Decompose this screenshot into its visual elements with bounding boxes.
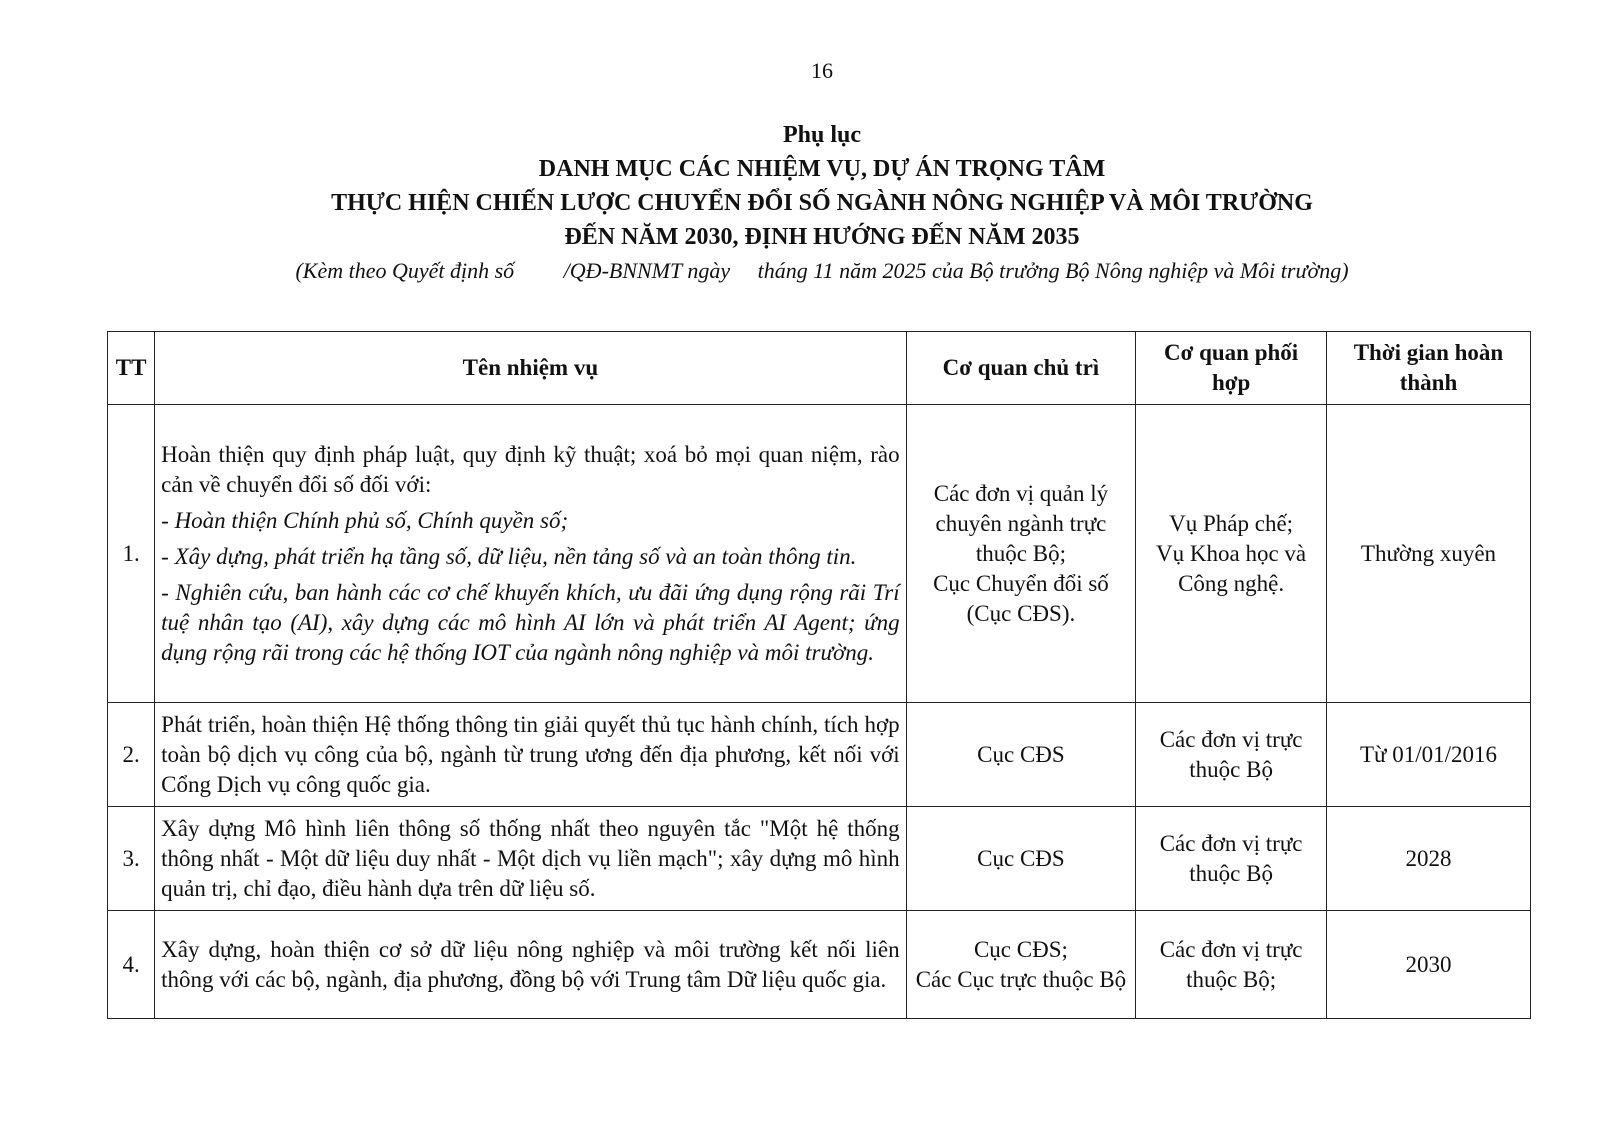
lead-agency: Cục CĐS bbox=[906, 703, 1136, 807]
header-task-name: Tên nhiệm vụ bbox=[155, 332, 906, 405]
title-line-2: THỰC HIỆN CHIẾN LƯỢC CHUYỂN ĐỔI SỐ NGÀNH NÔNG NGHIỆP VÀ MÔI TRƯỜNG bbox=[331, 190, 1313, 216]
coop-agency: Các đơn vị trực thuộc Bộ bbox=[1136, 807, 1327, 911]
coop-agency: Các đơn vị trực thuộc Bộ; bbox=[1136, 911, 1327, 1019]
completion-time: 2030 bbox=[1326, 911, 1530, 1019]
task-table bbox=[107, 331, 1531, 1019]
row-number: 4. bbox=[108, 911, 155, 1019]
lead-agency-part: Cục Chuyển đổi số (Cục CĐS). bbox=[933, 570, 1109, 626]
task-intro: Hoàn thiện quy định pháp luật, quy định kỹ thuật; xoá bỏ mọi quan niệm, rào cản về chuyển đổi số đối với: bbox=[161, 441, 900, 497]
coop-agency: Các đơn vị trực thuộc Bộ bbox=[1136, 703, 1327, 807]
task-bullet: - Nghiên cứu, ban hành các cơ chế khuyến khích, ưu đãi ứng dụng rộng rãi Trí tuệ nhân tạo (AI), xây dựng các mô hình AI lớn và phát triển AI Agent; ứng dụng rộng rãi trong các hệ thống IOT của ngành nông nghiệp và môi trường. bbox=[161, 579, 900, 665]
decision-reference: (Kèm theo Quyết định số /QĐ-BNNMT ngày tháng 11 năm 2025 của Bộ trưởng Bộ Nông nghiệp và Môi trường) bbox=[295, 258, 1349, 283]
header-tt: TT bbox=[108, 332, 155, 405]
title-line-3: ĐẾN NĂM 2030, ĐỊNH HƯỚNG ĐẾN NĂM 2035 bbox=[564, 224, 1080, 250]
lead-agency bbox=[906, 405, 1136, 703]
header-lead-agency: Cơ quan chủ trì bbox=[906, 332, 1136, 405]
table-row bbox=[108, 405, 1531, 703]
lead-agency-part: Các đơn vị quản lý chuyên ngành trực thuộc Bộ; bbox=[933, 480, 1109, 566]
task-bullet: - Hoàn thiện Chính phủ số, Chính quyền số; bbox=[161, 507, 569, 533]
row-number: 3. bbox=[108, 807, 155, 911]
header-completion-time: Thời gian hoàn thành bbox=[1326, 332, 1530, 405]
task-bullet: - Xây dựng, phát triển hạ tầng số, dữ liệu, nền tảng số và an toàn thông tin. bbox=[161, 543, 857, 569]
task-name: Phát triển, hoàn thiện Hệ thống thông tin giải quyết thủ tục hành chính, tích hợp toàn bộ dịch vụ công của bộ, ngành từ trung ương đến địa phương, kết nối với Cổng Dịch vụ công quốc gia. bbox=[155, 703, 906, 807]
table-row bbox=[108, 703, 1531, 807]
lead-agency-part: Cục CĐS; bbox=[973, 936, 1068, 962]
document-heading bbox=[0, 118, 1600, 288]
task-name: Xây dựng Mô hình liên thông số thống nhất theo nguyên tắc "Một hệ thống thông nhất - Một dữ liệu duy nhất - Một dịch vụ liền mạch"; xây dựng mô hình quản trị, chỉ đạo, điều hành dựa trên dữ liệu số. bbox=[155, 807, 906, 911]
page-number: 16 bbox=[811, 58, 833, 83]
completion-time: Từ 01/01/2016 bbox=[1326, 703, 1530, 807]
table-header-row bbox=[108, 332, 1531, 405]
completion-time: 2028 bbox=[1326, 807, 1530, 911]
appendix-label: Phụ lục bbox=[782, 122, 862, 148]
lead-agency-part: Các Cục trực thuộc Bộ bbox=[915, 966, 1127, 992]
coop-agency bbox=[1136, 405, 1327, 703]
task-name: Xây dựng, hoàn thiện cơ sở dữ liệu nông nghiệp và môi trường kết nối liên thông với các bộ, ngành, địa phương, đồng bộ với Trung tâm Dữ liệu quốc gia. bbox=[155, 911, 906, 1019]
title-line-1: DANH MỤC CÁC NHIỆM VỤ, DỰ ÁN TRỌNG TÂM bbox=[538, 156, 1106, 182]
coop-agency-part: Vụ Khoa học và Công nghệ. bbox=[1156, 540, 1307, 596]
row-number: 2. bbox=[108, 703, 155, 807]
coop-agency-part: Vụ Pháp chế; bbox=[1169, 510, 1294, 536]
completion-time: Thường xuyên bbox=[1326, 405, 1530, 703]
header-coop-agency: Cơ quan phối hợp bbox=[1136, 332, 1327, 405]
task-name bbox=[155, 405, 906, 703]
lead-agency: Cục CĐS bbox=[906, 807, 1136, 911]
table-row bbox=[108, 807, 1531, 911]
row-number: 1. bbox=[108, 405, 155, 703]
table-row bbox=[108, 911, 1531, 1019]
lead-agency bbox=[906, 911, 1136, 1019]
